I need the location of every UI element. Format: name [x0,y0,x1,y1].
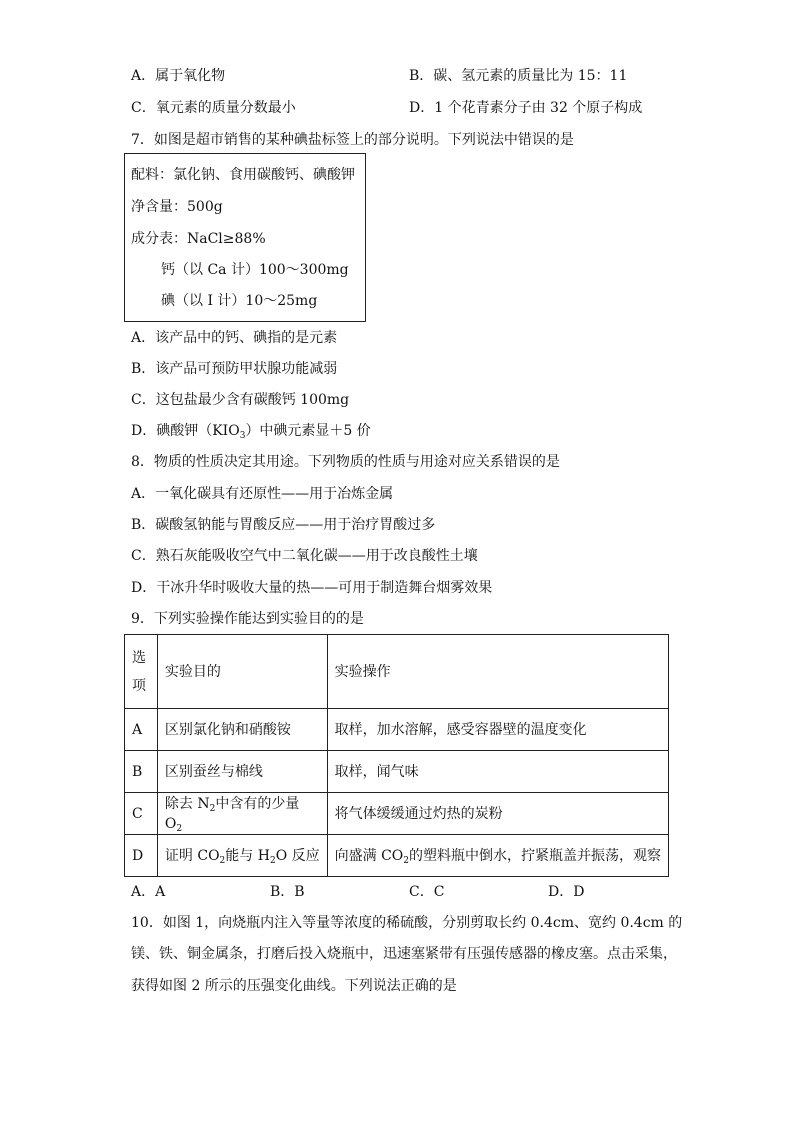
row-c-purpose-sub1: 2 [209,803,216,814]
q8-stem: 8．物质的性质决定其用途。下列物质的性质与用途对应关系错误的是 [131,454,560,470]
row-c-purpose-pre: 除去 N [164,795,210,812]
q9-answer-c: C．C [409,884,445,900]
q9-answer-d: D．D [548,884,585,900]
label-calcium: 钙（以 Ca 计）100～300mg [161,262,349,278]
q8-option-a: A．一氧化碳具有还原性——用于冶炼金属 [131,486,394,502]
row-d-purpose [157,835,327,877]
row-a-operation: 取样，加水溶解，感受容器壁的温度变化 [327,709,668,751]
q9-answer-b: B．B [270,884,305,900]
header-option-l2: 项 [132,677,146,694]
row-d-purpose-pre: 证明 CO [164,847,220,864]
row-c-purpose-sub2: 2 [176,823,183,834]
q7-stem: 7．如图是超市销售的某种碘盐标签上的部分说明。下列说法中错误的是 [131,132,574,148]
row-a-option: A [125,709,158,751]
q7-option-d [131,421,371,441]
q6-option-a: A．属于氧化物 [131,68,226,84]
table-header-row [125,635,669,709]
header-option-l1: 选 [132,649,146,666]
q8-option-d: D．干冰升华时吸收大量的热——可用于制造舞台烟雾效果 [131,580,493,596]
q9-stem: 9．下列实验操作能达到实验目的的是 [131,611,364,627]
q7-option-d-sub: 3 [239,431,246,441]
row-c-operation: 将气体缓缓通过灼热的炭粉 [327,793,668,835]
label-ingredients: 配料：氯化钠、食用碳酸钙、碘酸钾 [131,167,355,183]
row-d-operation [327,835,668,877]
table-row [125,793,669,835]
row-b-option: B [125,751,158,793]
table-row [125,709,669,751]
table-row [125,751,669,793]
row-c-purpose-mid: 中含有的少量 O [164,795,300,832]
q10-line-1: 10．如图 1，向烧瓶内注入等量等浓度的稀硫酸，分别剪取长约 0.4cm、宽约 0.4cm 的 [131,915,683,931]
row-b-purpose: 区别蚕丝与棉线 [157,751,327,793]
header-purpose: 实验目的 [157,635,327,709]
q8-option-b: B．碳酸氢钠能与胃酸反应——用于治疗胃酸过多 [131,517,436,533]
q7-option-c: C．这包盐最少含有碳酸钙 100mg [131,392,350,408]
row-d-operation-pre: 向盛满 CO [334,847,404,864]
q7-option-d-post: ）中碘元素显＋5 价 [245,423,371,439]
row-c-purpose [157,793,327,835]
q10-line-3: 获得如图 2 所示的压强变化曲线。下列说法正确的是 [131,978,457,994]
row-d-operation-post: 的塑料瓶中倒水，拧紧瓶盖并振荡，观察 [409,847,661,864]
row-d-purpose-post: O 反应 [275,847,320,864]
experiment-table [124,634,669,877]
q7-option-a: A．该产品中的钙、碘指的是元素 [131,330,338,346]
q6-option-b: B．碳、氢元素的质量比为 15：11 [409,68,628,84]
row-b-operation: 取样，闻气味 [327,751,668,793]
q6-option-c: C．氧元素的质量分数最小 [131,100,296,116]
header-operation: 实验操作 [327,635,668,709]
row-d-purpose-mid: 能与 H [225,847,270,864]
table-row [125,835,669,877]
label-composition: 成分表：NaCl≥88% [131,231,266,247]
row-d-purpose-sub1: 2 [219,855,226,866]
q7-option-d-pre: D．碘酸钾（KIO [131,423,240,439]
q7-option-b: B．该产品可预防甲状腺功能减弱 [131,361,338,377]
label-iodine: 碘（以 I 计）10～25mg [161,293,318,309]
label-net-content: 净含量：500g [131,199,223,215]
q9-answer-a: A．A [131,884,166,900]
q6-option-d: D．1 个花青素分子由 32 个原子构成 [409,100,643,116]
row-a-purpose: 区别氯化钠和硝酸铵 [157,709,327,751]
row-d-operation-sub: 2 [403,855,409,866]
row-c-option: C [125,793,158,835]
salt-label-box [124,153,366,322]
row-d-option: D [125,835,158,877]
row-d-purpose-sub2: 2 [269,855,276,866]
header-option [125,635,158,709]
q8-option-c: C．熟石灰能吸收空气中二氧化碳——用于改良酸性土壤 [131,548,478,564]
q10-line-2: 镁、铁、铜金属条，打磨后投入烧瓶中，迅速塞紧带有压强传感器的橡皮塞。点击采集， [131,946,677,962]
